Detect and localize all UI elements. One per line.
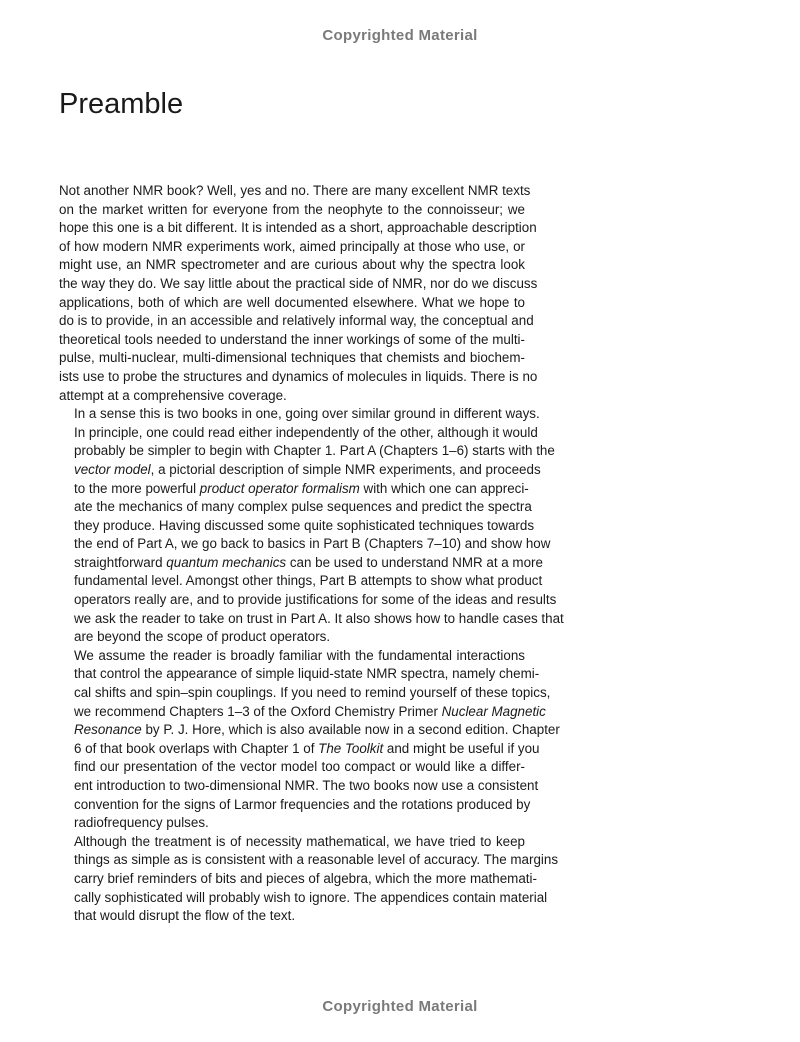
text-line: Resonance by P. J. Hore, which is also available now in a second edition. Chapter (74, 722, 560, 738)
text-line: they produce. Having discussed some quite sophisticated techniques towards (74, 517, 535, 533)
text-line: are beyond the scope of product operators. (74, 629, 331, 645)
text-line: of how modern NMR experiments work, aimed principally at those who use, or (59, 238, 525, 254)
text-line: find our presentation of the vector model too compact or would like a differ- (74, 759, 525, 775)
text-line: straightforward quantum mechanics can be used to understand NMR at a more (74, 554, 543, 570)
page-title: Preamble (59, 88, 184, 120)
text-line: ent introduction to two-dimensional NMR. The two books now use a consistent (74, 778, 539, 793)
italic-term: The Toolkit (318, 740, 384, 756)
italic-term: Nuclear Magnetic (441, 703, 546, 719)
text-line: on the market written for everyone from the neophyte to the connoisseur; we (59, 201, 525, 217)
paragraph (59, 647, 560, 833)
text-line: vector model, a pictorial description of simple NMR experiments, and proceeds (74, 461, 541, 477)
text-line: ists use to probe the structures and dynamics of molecules in liquids. There is no (59, 368, 538, 384)
text-line: probably be simpler to begin with Chapter 1. Part A (Chapters 1–6) starts with the (74, 443, 555, 459)
text-line: applications, both of which are well documented elsewhere. What we hope to (59, 294, 525, 310)
text-line: In principle, one could read either independently of the other, although it would (74, 424, 538, 440)
text-line: cal shifts and spin–spin couplings. If you need to remind yourself of these topics, (74, 685, 551, 701)
italic-term: product operator formalism (199, 480, 360, 496)
text-line: We assume the reader is broadly familiar with the fundamental interactions (74, 647, 525, 663)
text-line: that would disrupt the flow of the text. (74, 908, 296, 924)
text-line: hope this one is a bit different. It is intended as a short, approachable description (59, 220, 537, 236)
text-line: things as simple as is consistent with a reasonable level of accuracy. The margins (74, 852, 559, 868)
text-line: to the more powerful product operator formalism with which one can appreci- (74, 480, 529, 496)
text-line: carry brief reminders of bits and pieces of algebra, which the more mathemati- (74, 870, 537, 886)
italic-term: Resonance (74, 722, 142, 738)
watermark-bottom: Copyrighted Material (322, 998, 478, 1015)
text-line: cally sophisticated will probably wish to ignore. The appendices contain material (74, 889, 548, 905)
text-line: the end of Part A, we go back to basics in Part B (Chapters 7–10) and show how (74, 536, 551, 552)
paragraph (59, 182, 538, 405)
text-line: attempt at a comprehensive coverage. (59, 387, 287, 403)
text-line: convention for the signs of Larmor frequencies and the rotations produced by (74, 796, 531, 812)
text-line: ate the mechanics of many complex pulse sequences and predict the spectra (74, 499, 532, 515)
text-line: do is to provide, in an accessible and relatively informal way, the conceptual and (59, 313, 534, 329)
text-line: Not another NMR book? Well, yes and no. There are many excellent NMR texts (59, 183, 531, 198)
paragraph (59, 833, 559, 926)
watermark-top: Copyrighted Material (322, 27, 478, 44)
italic-term: vector model (74, 461, 151, 477)
text-line: fundamental level. Amongst other things, Part B attempts to show what product (74, 573, 543, 589)
text-line: In a sense this is two books in one, going over similar ground in different ways. (74, 406, 540, 422)
text-line: pulse, multi-nuclear, multi-dimensional techniques that chemists and biochem- (59, 350, 525, 366)
text-line: we ask the reader to take on trust in Part A. It also shows how to handle cases that (74, 610, 564, 626)
text-line: we recommend Chapters 1–3 of the Oxford Chemistry Primer Nuclear Magnetic (74, 703, 546, 719)
body-text (59, 182, 564, 926)
paragraph (59, 405, 564, 647)
italic-term: quantum mechanics (166, 554, 287, 570)
text-line: theoretical tools needed to understand the inner workings of some of the multi- (59, 331, 525, 347)
text-line: the way they do. We say little about the practical side of NMR, nor do we discuss (59, 275, 538, 291)
text-line: might use, an NMR spectrometer and are curious about why the spectra look (59, 257, 525, 273)
text-line: 6 of that book overlaps with Chapter 1 of The Toolkit and might be useful if you (74, 740, 540, 756)
text-line: Although the treatment is of necessity mathematical, we have tried to keep (74, 833, 525, 849)
text-line: radiofrequency pulses. (74, 815, 209, 831)
text-line: that control the appearance of simple liquid-state NMR spectra, namely chemi- (74, 666, 540, 682)
text-line: operators really are, and to provide justifications for some of the ideas and results (74, 592, 557, 608)
